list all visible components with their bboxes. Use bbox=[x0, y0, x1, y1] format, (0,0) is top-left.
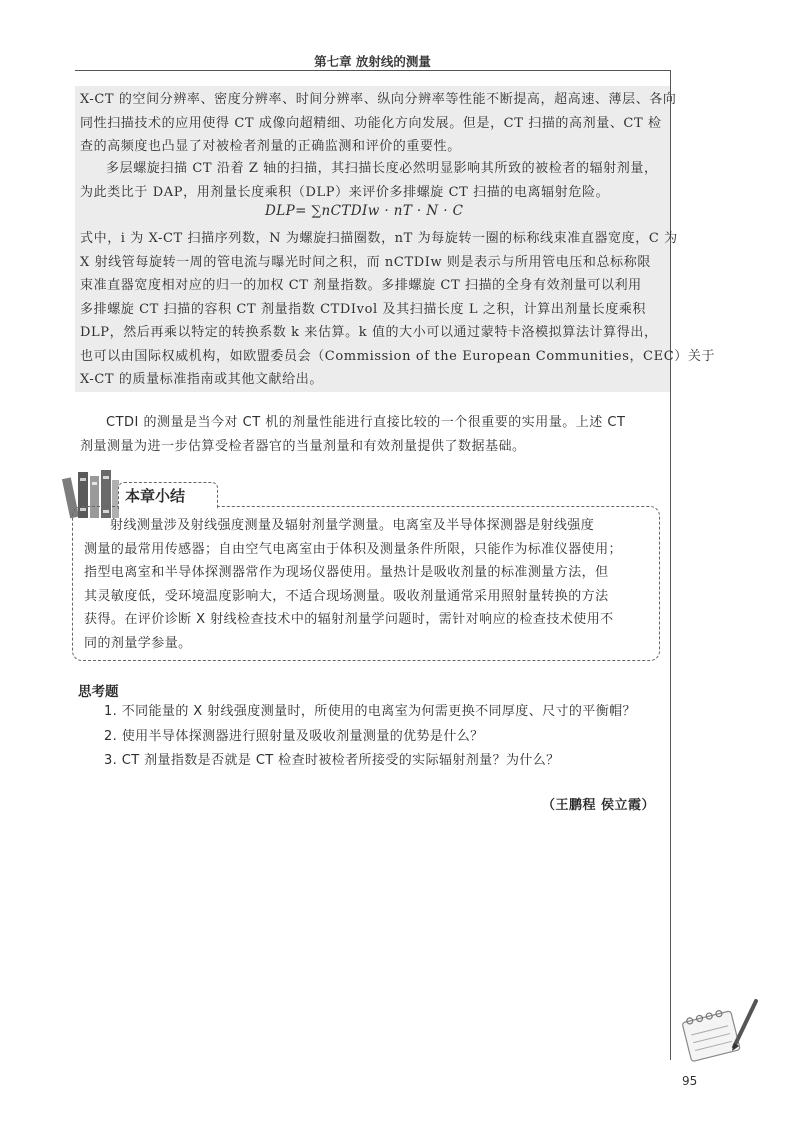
page-number: 95 bbox=[682, 1074, 698, 1088]
text-line: 其灵敏度低，受环境温度影响大，不适合现场测量。吸收剂量通常采用照射量转换的方法 bbox=[84, 588, 609, 604]
paragraph-1 bbox=[80, 88, 677, 159]
text-line: 获得。在评价诊断 X 射线检查技术中的辐射剂量学问题时，需针对响应的检查技术使用不 bbox=[84, 612, 614, 627]
question-item: 2. 使用半导体探测器进行照射量及吸收剂量测量的优势是什么？ bbox=[104, 728, 484, 744]
text-line: 束准直器宽度相对应的归一的加权 CT 剂量指数。多排螺旋 CT 扫描的全身有效剂量可以利用 bbox=[80, 278, 642, 293]
text-line: DLP，然后再乘以特定的转换系数 k 来估算。k 值的大小可以通过蒙特卡洛模拟算法计算得出， bbox=[80, 325, 658, 340]
question-item: 1. 不同能量的 X 射线强度测量时，所使用的电离室为何需更换不同厚度、尺寸的平衡帽？ bbox=[104, 704, 636, 719]
summary-title: 本章小结 bbox=[118, 482, 218, 509]
text-line: 射线测量涉及射线强度测量及辐射剂量学测量。电离室及半导体探测器是射线强度 bbox=[110, 518, 595, 533]
text-line: 剂量测量为进一步估算受检者器官的当量剂量和有效剂量提供了数据基础。 bbox=[80, 439, 526, 454]
authors: （王鹏程 侯立霞） bbox=[541, 798, 655, 813]
questions-list bbox=[104, 700, 664, 774]
summary-text bbox=[84, 514, 654, 655]
notebook-pen-icon bbox=[676, 995, 760, 1065]
paragraph-3 bbox=[80, 227, 716, 392]
text-line: 为此类比于 DAP，用剂量长度乘积（DLP）来评价多排螺旋 CT 扫描的电离辐射危险。 bbox=[80, 184, 610, 200]
text-line: 同性扫描技术的应用使得 CT 成像向超精细、功能化方向发展。但是，CT 扫描的高剂量、CT 检 bbox=[80, 115, 662, 131]
ctdi-paragraph bbox=[80, 411, 670, 459]
text-line: CTDI 的测量是当今对 CT 机的剂量性能进行直接比较的一个很重要的实用量。上述 CT bbox=[106, 415, 626, 430]
text-line: X-CT 的空间分辨率、密度分辨率、时间分辨率、纵向分辨率等性能不断提高，超高速、薄层、各向 bbox=[80, 92, 677, 107]
header-rule bbox=[75, 70, 670, 71]
text-line: 指型电离室和半导体探测器常作为现场仪器使用。量热计是吸收剂量的标准测量方法，但 bbox=[84, 565, 609, 580]
text-line: X-CT 的质量标准指南或其他文献给出。 bbox=[80, 372, 323, 387]
text-line: 也可以由国际权威机构，如欧盟委员会（Commission of the European Communities，CEC）关于 bbox=[80, 348, 716, 364]
chapter-header: 第七章 放射线的测量 bbox=[314, 54, 431, 69]
text-line: 查的高频度也凸显了对被检者剂量的正确监测和评价的重要性。 bbox=[80, 139, 461, 154]
margin-rule bbox=[670, 70, 671, 1060]
questions-title: 思考题 bbox=[78, 684, 119, 700]
text-line: 式中，i 为 X-CT 扫描序列数，N 为螺旋扫描圈数，nT 为每旋转一圈的标称线束准直器宽度，C 为 bbox=[80, 231, 678, 246]
text-line: 多层螺旋扫描 CT 沿着 Z 轴的扫描，其扫描长度必然明显影响其所致的被检者的辐射剂量， bbox=[106, 161, 658, 176]
text-line: 同的剂量学参量。 bbox=[84, 635, 192, 651]
paragraph-2 bbox=[80, 157, 665, 204]
question-item: 3. CT 剂量指数是否就是 CT 检查时被检者所接受的实际辐射剂量？为什么？ bbox=[104, 753, 560, 768]
text-line: 多排螺旋 CT 扫描的容积 CT 剂量指数 CTDIvol 及其扫描长度 L 之积，计算出剂量长度乘积 bbox=[80, 301, 647, 317]
dlp-formula: DLP= ∑nCTDIw · nT · N · C bbox=[265, 203, 464, 219]
text-line: 测量的最常用传感器；自由空气电离室由于体积及测量条件所限，只能作为标准仪器使用； bbox=[84, 541, 623, 557]
text-line: X 射线管每旋转一周的管电流与曝光时间之积，而 nCTDIw 则是表示与所用管电压和总标称限 bbox=[80, 254, 651, 270]
